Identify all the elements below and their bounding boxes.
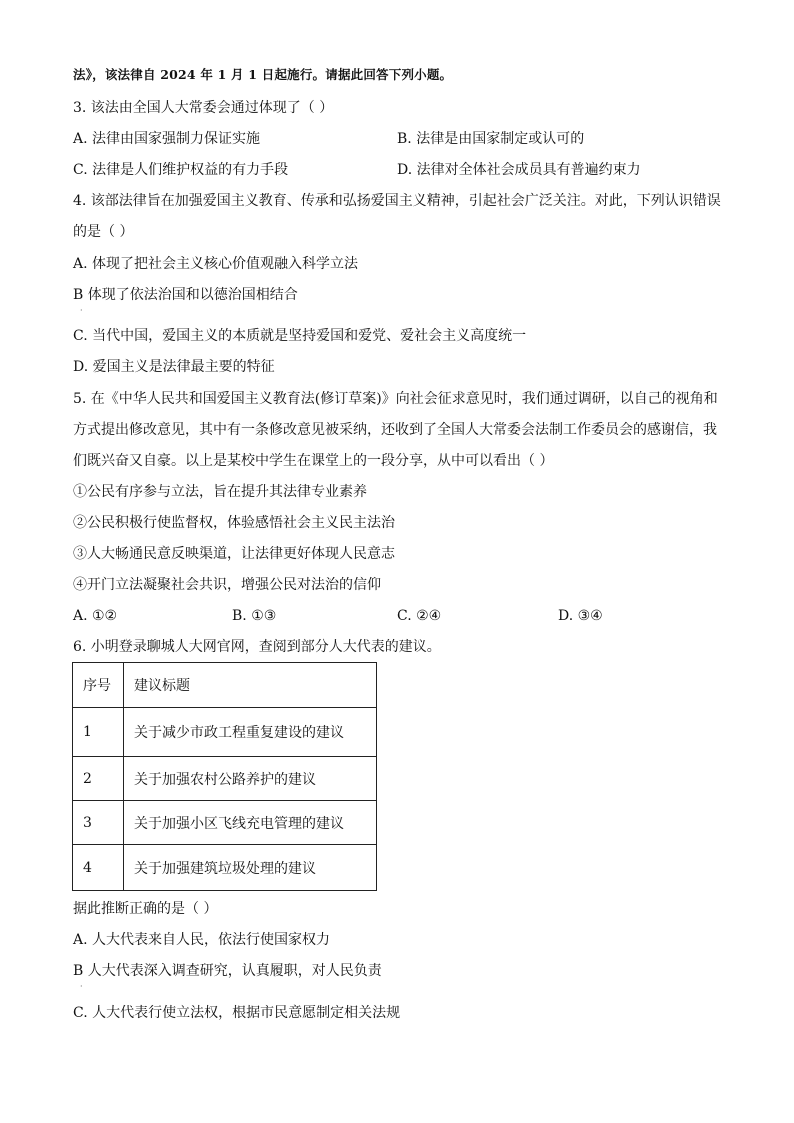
- q3-stem: 3. 该法由全国人大常委会通过体现了（ ）: [73, 100, 334, 116]
- q6-option-c: C. 人大代表行使立法权，根据市民意愿制定相关法规: [73, 1005, 401, 1021]
- table-cell: 关于减少市政工程重复建设的建议: [124, 708, 377, 757]
- table-cell: 关于加强农村公路养护的建议: [124, 757, 377, 801]
- suggestion-table: [72, 662, 377, 891]
- q4-option-a: A. 体现了把社会主义核心价值观融入科学立法: [73, 256, 359, 272]
- q4-option-b: B 体现了依法治国和以德治国相结合: [73, 287, 298, 303]
- table-cell: 2: [73, 757, 124, 801]
- q5-option-b: B. ①③: [232, 608, 277, 624]
- q3-option-d: D. 法律对全体社会成员具有普遍约束力: [397, 162, 641, 178]
- q4-option-d: D. 爱国主义是法律最主要的特征: [73, 359, 275, 375]
- q3-option-a: A. 法律由国家强制力保证实施: [73, 131, 261, 147]
- stray-dot-mark: ·: [80, 982, 83, 991]
- q5-option-c: C. ②④: [397, 608, 442, 624]
- table-header-row: [73, 663, 377, 708]
- q6-after-table: 据此推断正确的是（ ）: [73, 901, 218, 917]
- q5-stem-line2: 方式提出修改意见，其中有一条修改意见被采纳，还收到了全国人大常委会法制工作委员会的感谢信，我: [73, 422, 717, 438]
- q5-statement-2: ②公民积极行使监督权，体验感悟社会主义民主法治: [73, 515, 395, 531]
- q5-statement-3: ③人大畅通民意反映渠道，让法律更好体现人民意志: [73, 546, 395, 562]
- q5-stem-line3: 们既兴奋又自豪。以上是某校中学生在课堂上的一段分享，从中可以看出（ ）: [73, 453, 554, 469]
- table-cell: 关于加强建筑垃圾处理的建议: [124, 845, 377, 891]
- stray-dot-mark: ·: [80, 306, 83, 315]
- table-row: [73, 801, 377, 845]
- table-row: [73, 708, 377, 757]
- q6-option-b: B 人大代表深入调查研究，认真履职，对人民负责: [73, 963, 382, 979]
- intro-line: 法》，该法律自 2024 年 1 月 1 日起施行。请据此回答下列小题。: [73, 67, 453, 82]
- q6-option-a: A. 人大代表来自人民，依法行使国家权力: [73, 932, 331, 948]
- table-header-cell: 建议标题: [124, 663, 377, 708]
- q4-stem-line2: 的是（ ）: [73, 224, 134, 240]
- table-header-cell: 序号: [73, 663, 124, 708]
- table-cell: 关于加强小区飞线充电管理的建议: [124, 801, 377, 845]
- table-cell: 3: [73, 801, 124, 845]
- q5-stem-line1: 5. 在《中华人民共和国爱国主义教育法(修订草案)》向社会征求意见时，我们通过调研，以自己的视角和: [73, 391, 718, 407]
- table-cell: 1: [73, 708, 124, 757]
- q4-stem-line1: 4. 该部法律旨在加强爱国主义教育、传承和弘扬爱国主义精神，引起社会广泛关注。对此，下列认识错误: [73, 193, 721, 209]
- q3-option-b: B. 法律是由国家制定或认可的: [397, 131, 585, 147]
- q5-option-a: A. ①②: [73, 608, 118, 624]
- q6-stem: 6. 小明登录聊城人大网官网，查阅到部分人大代表的建议。: [73, 639, 441, 655]
- q5-statement-4: ④开门立法凝聚社会共识，增强公民对法治的信仰: [73, 577, 381, 593]
- table-cell: 4: [73, 845, 124, 891]
- q4-option-c: C. 当代中国，爱国主义的本质就是坚持爱国和爱党、爱社会主义高度统一: [73, 328, 527, 344]
- q5-statement-1: ①公民有序参与立法，旨在提升其法律专业素养: [73, 484, 367, 500]
- table-row: [73, 845, 377, 891]
- q3-option-c: C. 法律是人们维护权益的有力手段: [73, 162, 289, 178]
- q5-option-d: D. ③④: [558, 608, 603, 624]
- table-row: [73, 757, 377, 801]
